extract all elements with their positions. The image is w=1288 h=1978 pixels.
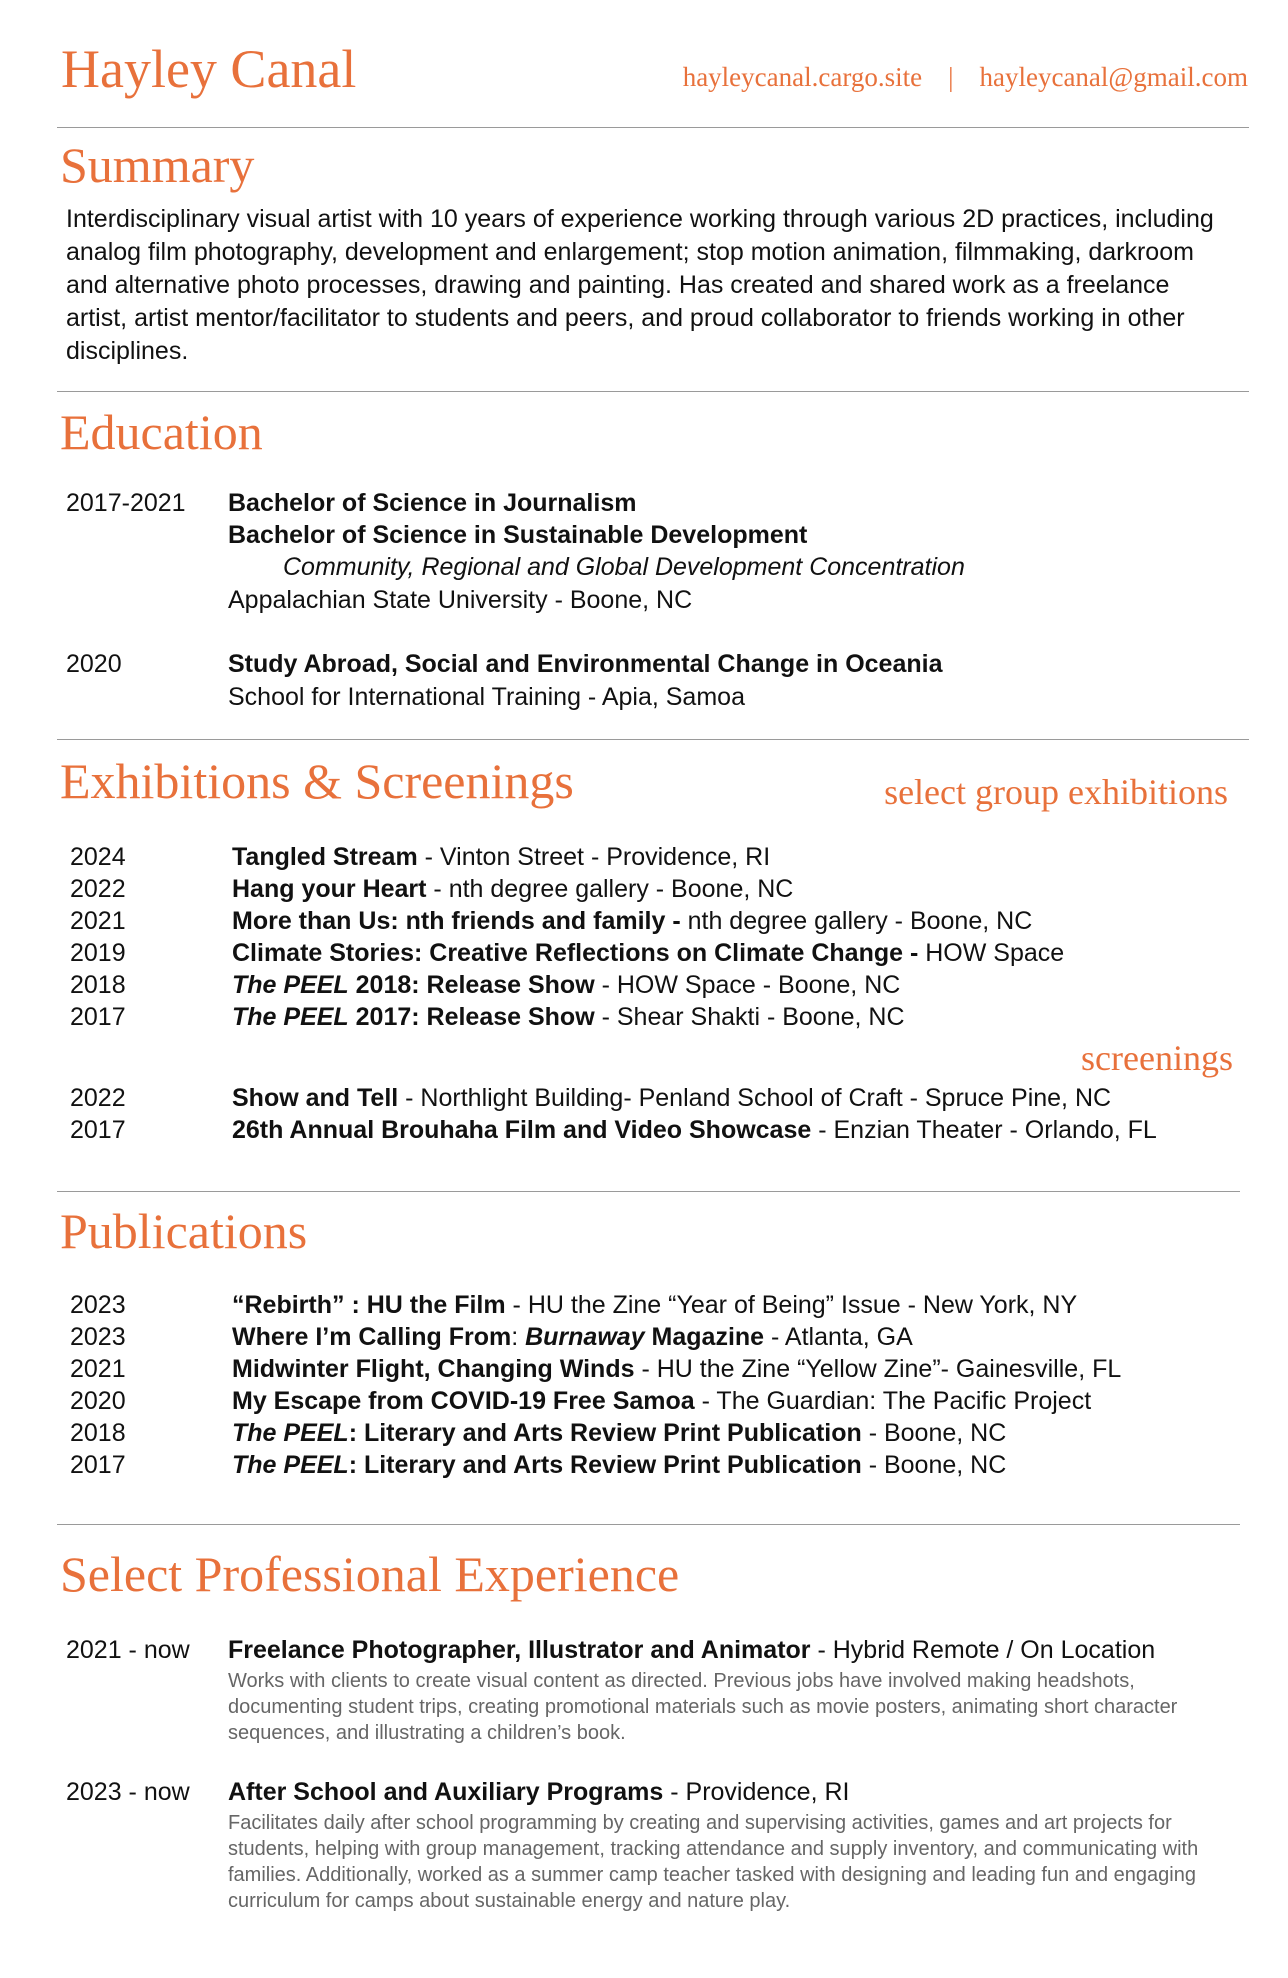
divider	[57, 391, 1249, 392]
education-years: 2017-2021	[66, 489, 186, 517]
exhibition-year: 2022	[70, 875, 126, 903]
exhibition-year: 2019	[70, 939, 126, 967]
publication-detail: - HU the Zine “Yellow Zine”- Gainesville, FL	[634, 1355, 1122, 1383]
divider	[57, 739, 1249, 740]
exhibition-title: 2018: Release Show	[348, 971, 595, 999]
exhibitions-heading: Exhibitions & Screenings	[60, 753, 574, 809]
job-location: - Hybrid Remote / On Location	[810, 1636, 1156, 1664]
publication-title: “Rebirth” : HU the Film	[232, 1291, 506, 1319]
job-years: 2021 - now	[66, 1636, 190, 1664]
job-title-line	[228, 1776, 849, 1808]
education-years: 2020	[66, 650, 122, 678]
contact-info	[683, 62, 1248, 93]
summary-text: Interdisciplinary visual artist with 10 years of experience working through various 2D practices, including analog film photography, development and enlargement; stop motion animation, filmmaking, darkroom and alternative photo processes, drawing and painting. Has created and shared work as a freelance artist, artist mentor/facilitator to students and peers, and proud collaborator to friends working in other disciplines.	[66, 205, 1214, 365]
exhibition-title: More than Us: nth friends and family -	[232, 907, 681, 935]
publication-item	[232, 1385, 1091, 1417]
education-degree-1	[228, 487, 636, 519]
publication-detail: - Boone, NC	[861, 1451, 1007, 1479]
publication-detail: - Atlanta, GA	[764, 1323, 913, 1351]
publication-title: Where I’m Calling From	[232, 1323, 512, 1351]
exhibition-year: 2018	[70, 971, 126, 999]
screening-item	[232, 1114, 1157, 1146]
contact-separator: |	[948, 62, 954, 92]
exhibition-title: Tangled Stream	[232, 843, 418, 871]
publication-year: 2023	[70, 1323, 126, 1351]
publication-detail: - HU the Zine “Year of Being” Issue - New York, NY	[505, 1291, 1078, 1319]
group-exhibitions-label: select group exhibitions	[884, 772, 1228, 812]
exhibition-item	[232, 969, 900, 1001]
website-link[interactable]: hayleycanal.cargo.site	[682, 62, 923, 92]
publications-heading: Publications	[60, 1203, 308, 1259]
job-title-line	[228, 1634, 1155, 1666]
name-heading: Hayley Canal	[61, 39, 357, 99]
publication-title: Midwinter Flight, Changing Winds	[232, 1355, 635, 1383]
exhibition-year: 2021	[70, 907, 126, 935]
publication-title: : Literary and Arts Review Print Publication	[348, 1419, 862, 1447]
publication-year: 2018	[70, 1419, 126, 1447]
exhibition-year: 2024	[70, 843, 126, 871]
exhibition-item	[232, 937, 1064, 969]
exhibition-detail: nth degree gallery - Boone, NC	[680, 907, 1033, 935]
divider	[57, 1524, 1240, 1525]
education-school: School for International Training - Apia, Samoa	[228, 683, 745, 711]
divider	[57, 127, 1249, 128]
screenings-label: screenings	[1081, 1038, 1233, 1078]
education-heading: Education	[60, 404, 263, 460]
publication-detail: - Boone, NC	[861, 1419, 1007, 1447]
job-title: After School and Auxiliary Programs	[228, 1778, 664, 1806]
publication-year: 2020	[70, 1387, 126, 1415]
education-degree-1	[228, 648, 943, 680]
exhibition-title: 2017: Release Show	[348, 1003, 595, 1031]
publication-title: : Literary and Arts Review Print Publication	[348, 1451, 862, 1479]
publication-detail: - The Guardian: The Pacific Project	[694, 1387, 1092, 1415]
publication-item	[232, 1289, 1077, 1321]
exhibition-detail: - Vinton Street - Providence, RI	[417, 843, 771, 871]
publication-title: Magazine	[644, 1323, 765, 1351]
education-concentration	[283, 551, 965, 583]
publication-item	[232, 1449, 1006, 1481]
screening-item	[232, 1082, 1111, 1114]
education-degree-2	[228, 519, 807, 551]
screening-detail: - Northlight Building- Penland School of Craft - Spruce Pine, NC	[398, 1084, 1112, 1112]
email-link[interactable]: hayleycanal@gmail.com	[979, 62, 1248, 92]
publication-year: 2017	[70, 1451, 126, 1479]
job-description: Facilitates daily after school programming by creating and supervising activities, games and art projects for students, helping with group management, tracking attendance and supply inventory, and communicating with families. Additionally, worked as a summer camp teacher tasked with designing and leading fun and engaging curriculum for camps about sustainable energy and nature play.	[228, 1812, 1199, 1912]
exhibition-detail: - nth degree gallery - Boone, NC	[426, 875, 794, 903]
summary-heading: Summary	[60, 137, 255, 193]
screening-title: 26th Annual Brouhaha Film and Video Showcase	[232, 1116, 812, 1144]
screening-year: 2022	[70, 1084, 126, 1112]
publication-year: 2023	[70, 1291, 126, 1319]
job-location: - Providence, RI	[663, 1778, 850, 1806]
exhibition-detail: HOW Space	[918, 939, 1065, 967]
degree-title: Bachelor of Science in Journalism	[228, 489, 637, 517]
exhibition-item	[232, 1001, 905, 1033]
experience-heading: Select Professional Experience	[60, 1546, 680, 1602]
exhibition-title: Hang your Heart	[232, 875, 427, 903]
exhibition-title: Climate Stories: Creative Reflections on Climate Change -	[232, 939, 919, 967]
publication-italic-title: The PEEL	[232, 1419, 349, 1447]
degree-title: Bachelor of Science in Sustainable Development	[228, 521, 808, 549]
divider	[57, 1191, 1240, 1192]
job-years: 2023 - now	[66, 1778, 190, 1806]
publication-italic-title: Burnaway	[525, 1323, 645, 1351]
concentration-text: Community, Regional and Global Development Concentration	[283, 553, 965, 581]
exhibition-item	[232, 905, 1032, 937]
exhibition-item	[232, 841, 770, 873]
screening-year: 2017	[70, 1116, 126, 1144]
publication-year: 2021	[70, 1355, 126, 1383]
screening-title: Show and Tell	[232, 1084, 399, 1112]
education-school: Appalachian State University - Boone, NC	[228, 586, 693, 614]
exhibition-year: 2017	[70, 1003, 126, 1031]
exhibition-detail: - Shear Shakti - Boone, NC	[594, 1003, 905, 1031]
exhibition-detail: - HOW Space - Boone, NC	[594, 971, 901, 999]
screening-detail: - Enzian Theater - Orlando, FL	[811, 1116, 1157, 1144]
job-title: Freelance Photographer, Illustrator and Animator	[228, 1636, 811, 1664]
publication-italic-title: The PEEL	[232, 1003, 349, 1031]
publication-italic-title: The PEEL	[232, 1451, 349, 1479]
degree-title: Study Abroad, Social and Environmental Change in Oceania	[228, 650, 943, 678]
publication-item	[232, 1321, 913, 1353]
exhibition-item	[232, 873, 793, 905]
publication-separator: :	[511, 1323, 526, 1351]
publication-item	[232, 1353, 1121, 1385]
publication-title: My Escape from COVID-19 Free Samoa	[232, 1387, 695, 1415]
publication-item	[232, 1417, 1006, 1449]
publication-italic-title: The PEEL	[232, 971, 349, 999]
job-description: Works with clients to create visual content as directed. Previous jobs have involved making headshots, documenting student trips, creating promotional materials such as movie posters, animating short character sequences, and illustrating a children’s book.	[228, 1670, 1178, 1744]
